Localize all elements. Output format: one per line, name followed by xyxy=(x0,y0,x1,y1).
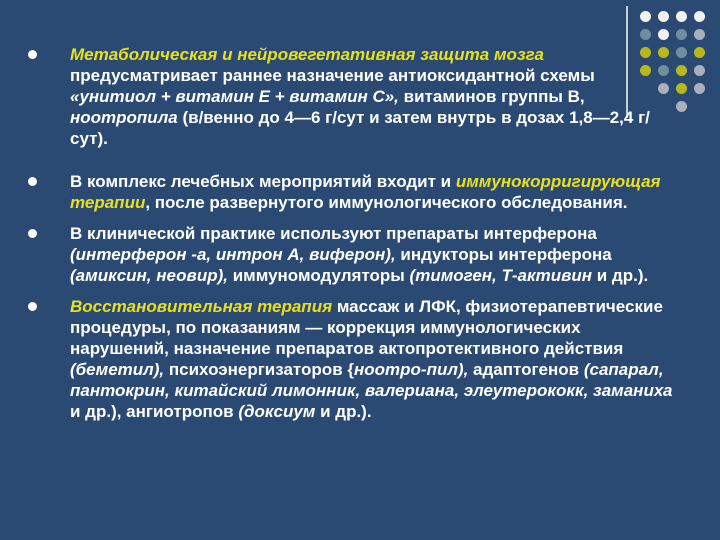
bullet-item-metabolic-protection xyxy=(26,44,676,149)
dot-teal xyxy=(676,29,687,40)
body-text: предусматривает раннее назначение антиоксидантной схемы xyxy=(70,66,595,85)
dot-yellow xyxy=(694,47,705,58)
dot-yellow xyxy=(676,65,687,76)
body-text: и др.). xyxy=(315,402,372,421)
body-text: психоэнергизаторов { xyxy=(164,360,354,379)
body-text: адаптогенов xyxy=(468,360,584,379)
dot-white xyxy=(640,11,651,22)
italic-text: (доксиум xyxy=(238,402,316,421)
body-text: массаж и ЛФК, физиотерапевтические процедуры, по показаниям — коррекция иммунологических нарушений, назначение препаратов актопротективного действия xyxy=(70,297,663,358)
dot-teal xyxy=(640,29,651,40)
italic-text: ноотропила xyxy=(70,108,178,127)
body-text: и др.), ангиотропов xyxy=(70,402,239,421)
body-text: (в/венно до 4—6 г/сут и затем внутрь в дозах 1,8—2,4 г/сут). xyxy=(70,108,650,148)
dot-white xyxy=(676,11,687,22)
highlighted-term: Метаболическая и нейровегетативная защита мозга xyxy=(70,45,544,64)
body-text: В клинической практике используют препараты интерферона xyxy=(70,224,597,243)
bullet-icon xyxy=(28,302,37,311)
dot-white xyxy=(694,11,705,22)
body-text: В комплекс лечебных мероприятий входит и xyxy=(70,172,456,191)
dot-gray xyxy=(694,83,705,94)
dot-white xyxy=(658,29,669,40)
bullet-item-interferon-drugs xyxy=(26,223,676,286)
bullet-item-immunocorrective-therapy xyxy=(26,171,676,213)
body-text: индукторы интерферона xyxy=(395,245,612,264)
italic-text: (интерферон -а, интрон А, виферон), xyxy=(70,245,396,264)
italic-text: (тимоген, Т-активин xyxy=(409,266,593,285)
bullet-text xyxy=(70,223,676,286)
italic-text: ноотро-пил), xyxy=(353,360,469,379)
dot-gray xyxy=(694,65,705,76)
highlighted-term: Восстановительная терапия xyxy=(70,297,333,316)
body-text: , после развернутого иммунологического обследования. xyxy=(145,193,628,212)
dot-gray xyxy=(676,101,687,112)
bullet-text xyxy=(70,171,676,213)
body-text: витаминов группы В, xyxy=(398,87,585,106)
bullet-item-restorative-therapy xyxy=(26,296,676,422)
bullet-text xyxy=(70,44,676,149)
dot-yellow xyxy=(676,83,687,94)
body-text: иммуномодуляторы xyxy=(227,266,410,285)
bullet-icon xyxy=(28,229,37,238)
dot-teal xyxy=(676,47,687,58)
highlighted-term: иммунокорригирующая терапии xyxy=(70,172,661,212)
italic-text: (сапарал, пантокрин, китайский лимонник, валериана, элеутерококк, заманиха xyxy=(70,360,673,400)
italic-text: (амиксин, неовир), xyxy=(70,266,228,285)
italic-text: (беметил), xyxy=(70,360,165,379)
body-text: и др.). xyxy=(592,266,649,285)
slide-content xyxy=(26,44,676,422)
bullet-icon xyxy=(28,177,37,186)
bullet-text xyxy=(70,296,676,422)
dot-gray xyxy=(694,29,705,40)
italic-text: «унитиол + витамин Е + витамин С», xyxy=(70,87,399,106)
bullet-icon xyxy=(28,50,37,59)
dot-white xyxy=(658,11,669,22)
dot-none xyxy=(694,101,705,112)
